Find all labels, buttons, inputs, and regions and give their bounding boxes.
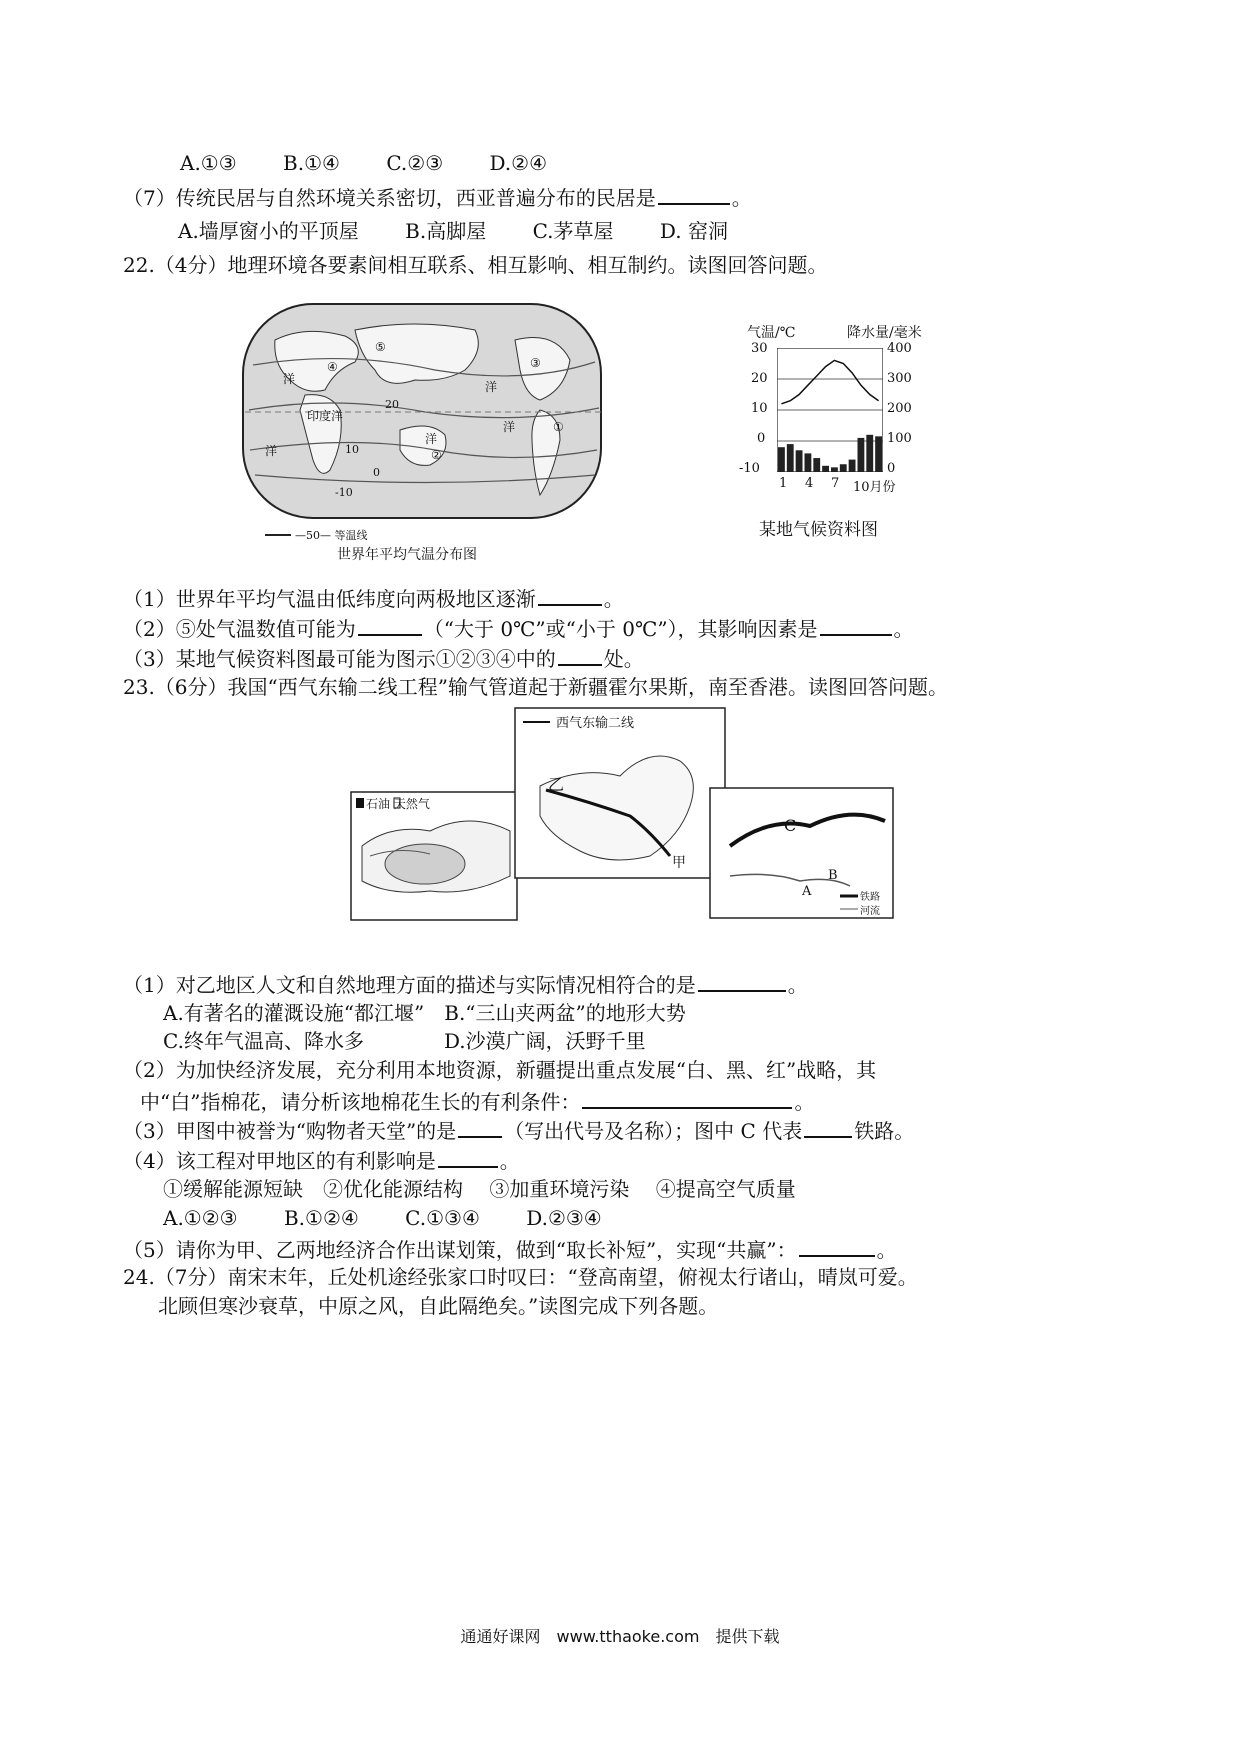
q21-sub7-text: （7）传统民居与自然环境关系密切，西亚普遍分布的民居是 (123, 186, 656, 210)
ocean-label: 洋 (503, 420, 516, 434)
answer-blank[interactable] (582, 1087, 792, 1109)
gas-map-figure (350, 706, 895, 921)
q23-sub3-mid: （写出代号及名称）；图中 C 代表 (504, 1119, 803, 1143)
option-a: A.①③ (180, 151, 237, 175)
map-caption: 世界年平均气温分布图 (337, 547, 477, 563)
q22-sub3 (123, 644, 644, 672)
ocean-label: 洋 (283, 372, 296, 386)
answer-blank[interactable] (804, 1116, 852, 1138)
answer-blank[interactable] (558, 644, 602, 666)
map-legend: —50— 等温线 (295, 529, 368, 542)
option-b: B.高脚屋 (405, 219, 487, 243)
rail-legend: 铁路 (860, 892, 880, 903)
left-tick: -10 (739, 461, 760, 476)
marker-5: ⑤ (375, 340, 386, 354)
option-d: D.沙漠广阔，沃野千里 (443, 1029, 646, 1053)
climate-chart (735, 318, 935, 548)
left-tick: 0 (757, 431, 766, 446)
answer-blank[interactable] (358, 614, 422, 636)
left-tick: 30 (751, 341, 768, 356)
q23-sub4-text: （4）该工程对甲地区的有利影响是 (123, 1149, 436, 1173)
precip-bar (875, 436, 882, 472)
footer-watermark: 通通好课网 www.tthaoke.com 提供下载 (460, 1627, 780, 1646)
marker-1: ① (553, 420, 564, 434)
q21-sub7-end: 。 (731, 186, 752, 210)
option-a: A.墙厚窗小的平顶屋 (178, 219, 359, 243)
q23-sub1-cd (163, 1028, 646, 1054)
q21-sub7 (123, 183, 752, 211)
q23-sub4-items: ①缓解能源短缺 ②优化能源结构 ③加重环境污染 ④提高空气质量 (163, 1177, 796, 1201)
precip-bar (796, 450, 803, 472)
world-map-figure (235, 300, 607, 550)
west-east-gas-map (350, 706, 895, 921)
q23-sub1-end: 。 (787, 973, 808, 997)
x-tick: 7 (831, 476, 840, 491)
right-tick: 300 (887, 371, 912, 386)
q22-sub1-end: 。 (603, 587, 624, 611)
label-jia: 甲 (672, 855, 686, 871)
q23-sub5 (123, 1235, 897, 1263)
option-c: C.①③④ (405, 1206, 480, 1230)
q22-sub2-end: 。 (893, 617, 914, 641)
marker-2: ② (431, 448, 442, 462)
option-c: C.终年气温高、降水多 (163, 1029, 364, 1053)
isotherm-label: -10 (335, 486, 353, 499)
ocean-label: 洋 (425, 432, 438, 446)
ocean-label: 洋 (485, 380, 498, 394)
q23-sub2-end: 。 (794, 1090, 815, 1114)
q23-sub5-text: （5）请你为甲、乙两地经济合作出谋划策，做到“取长补短”，实现“共赢”： (123, 1238, 797, 1262)
q22-sub1-text: （1）世界年平均气温由低纬度向两极地区逐渐 (123, 587, 536, 611)
q23-stem: 23.（6分）我国“西气东输二线工程”输气管道起于新疆霍尔果斯，南至香港。读图回答问题。 (123, 675, 948, 699)
q23-options-4 (163, 1205, 642, 1231)
precip-bar (849, 460, 856, 472)
option-d: D. 窑洞 (659, 219, 728, 243)
option-b: B.“三山夹两盆”的地形大势 (444, 1001, 686, 1025)
chart-caption: 某地气候资料图 (759, 520, 878, 540)
precip-bar (805, 453, 812, 472)
option-b: B.①②④ (283, 1206, 359, 1230)
q23-sub3-text: （3）甲图中被誉为“购物者天堂”的是 (123, 1119, 457, 1143)
option-c: C.茅草屋 (532, 219, 614, 243)
resource-legend: 石油 天然气 (366, 797, 430, 811)
q22-sub3-end: 处。 (603, 647, 644, 671)
q22-sub1 (123, 584, 624, 612)
x-tick: 4 (805, 476, 814, 491)
temperature-line (781, 360, 878, 403)
marker-4: ④ (327, 360, 338, 374)
precip-bar (813, 458, 820, 472)
option-a: A.有著名的灌溉设施“都江堰” (163, 1001, 425, 1025)
q23-sub2-line2 (140, 1087, 814, 1115)
q23-sub2-line1: （2）为加快经济发展，充分利用本地资源，新疆提出重点发展“白、黑、红”战略，其 (123, 1058, 877, 1082)
answer-blank[interactable] (698, 970, 786, 992)
label-yi: 乙 (548, 775, 565, 794)
q23-sub3-end: 铁路。 (854, 1119, 915, 1143)
answer-blank[interactable] (538, 584, 602, 606)
precip-bar (858, 438, 865, 472)
option-b: B.①④ (283, 151, 340, 175)
isotherm-label: 20 (385, 398, 399, 411)
label-b: B (828, 868, 838, 883)
world-temperature-map (235, 300, 607, 563)
answer-blank[interactable] (799, 1235, 875, 1257)
marker-3: ③ (530, 356, 541, 370)
x-tick: 1 (779, 476, 788, 491)
precip-bar (778, 447, 785, 472)
q24-line2: 北顾但寒沙衰草，中原之风，自此隔绝矣。”读图完成下列各题。 (158, 1294, 719, 1318)
ocean-label: 印度洋 (307, 409, 344, 423)
isotherm-label: 10 (345, 443, 359, 456)
q23-sub5-end: 。 (876, 1238, 897, 1262)
q22-sub2 (123, 614, 914, 642)
precip-bar (831, 467, 838, 472)
option-d: D.②④ (489, 151, 548, 175)
answer-blank[interactable] (658, 183, 730, 205)
label-c: C (784, 816, 797, 835)
climate-plot (777, 348, 883, 472)
precip-bar (866, 435, 873, 472)
q23-sub1 (123, 970, 808, 998)
isotherm-label: 0 (373, 466, 380, 479)
q23-sub2-text: 中“白”指棉花，请分析该地棉花生长的有利条件： (140, 1090, 581, 1114)
answer-blank[interactable] (458, 1116, 502, 1138)
left-tick: 10 (751, 401, 768, 416)
ocean-label: 洋 (265, 444, 278, 458)
precip-bar (787, 444, 794, 472)
pipeline-legend: 西气东输二线 (556, 716, 635, 731)
q22-sub2-text: （2）⑤处气温数值可能为 (123, 617, 356, 641)
right-axis-label: 降水量/毫米 (847, 325, 922, 341)
option-c: C.②③ (386, 151, 444, 175)
q23-sub1-ab (163, 1000, 686, 1026)
answer-blank[interactable] (438, 1146, 498, 1168)
right-tick: 0 (887, 461, 896, 476)
precip-bar (822, 466, 829, 472)
label-a: A (802, 884, 812, 899)
right-tick: 400 (887, 341, 912, 356)
river-legend: 河流 (860, 906, 880, 917)
q22-stem: 22.（4分）地理环境各要素间相互联系、相互影响、相互制约。读图回答问题。 (123, 253, 828, 277)
option-d: D.②③④ (526, 1206, 602, 1230)
option-a: A.①②③ (163, 1206, 238, 1230)
right-tick: 100 (887, 431, 912, 446)
left-tick: 20 (751, 371, 768, 386)
q23-sub4 (123, 1146, 520, 1174)
x-tick: 10月份 (853, 480, 896, 495)
precip-bar (840, 464, 847, 472)
q22-sub2-mid: （“大于 0℃”或“小于 0℃”），其影响因素是 (423, 617, 818, 641)
q24-line1: 24.（7分）南宋末年，丘处机途经张家口时叹曰：“登高南望，俯视太行诸山，晴岚可爱。 (123, 1265, 918, 1289)
q23-sub1-text: （1）对乙地区人文和自然地理方面的描述与实际情况相符合的是 (123, 973, 696, 997)
answer-blank[interactable] (820, 614, 892, 636)
right-tick: 200 (887, 401, 912, 416)
q23-sub4-end: 。 (499, 1149, 520, 1173)
q23-sub3 (123, 1116, 914, 1144)
q21-options-6 (180, 150, 587, 176)
q22-sub3-text: （3）某地气候资料图最可能为图示①②③④中的 (123, 647, 556, 671)
q21-options-7 (178, 218, 768, 244)
left-axis-label: 气温/℃ (747, 325, 796, 341)
